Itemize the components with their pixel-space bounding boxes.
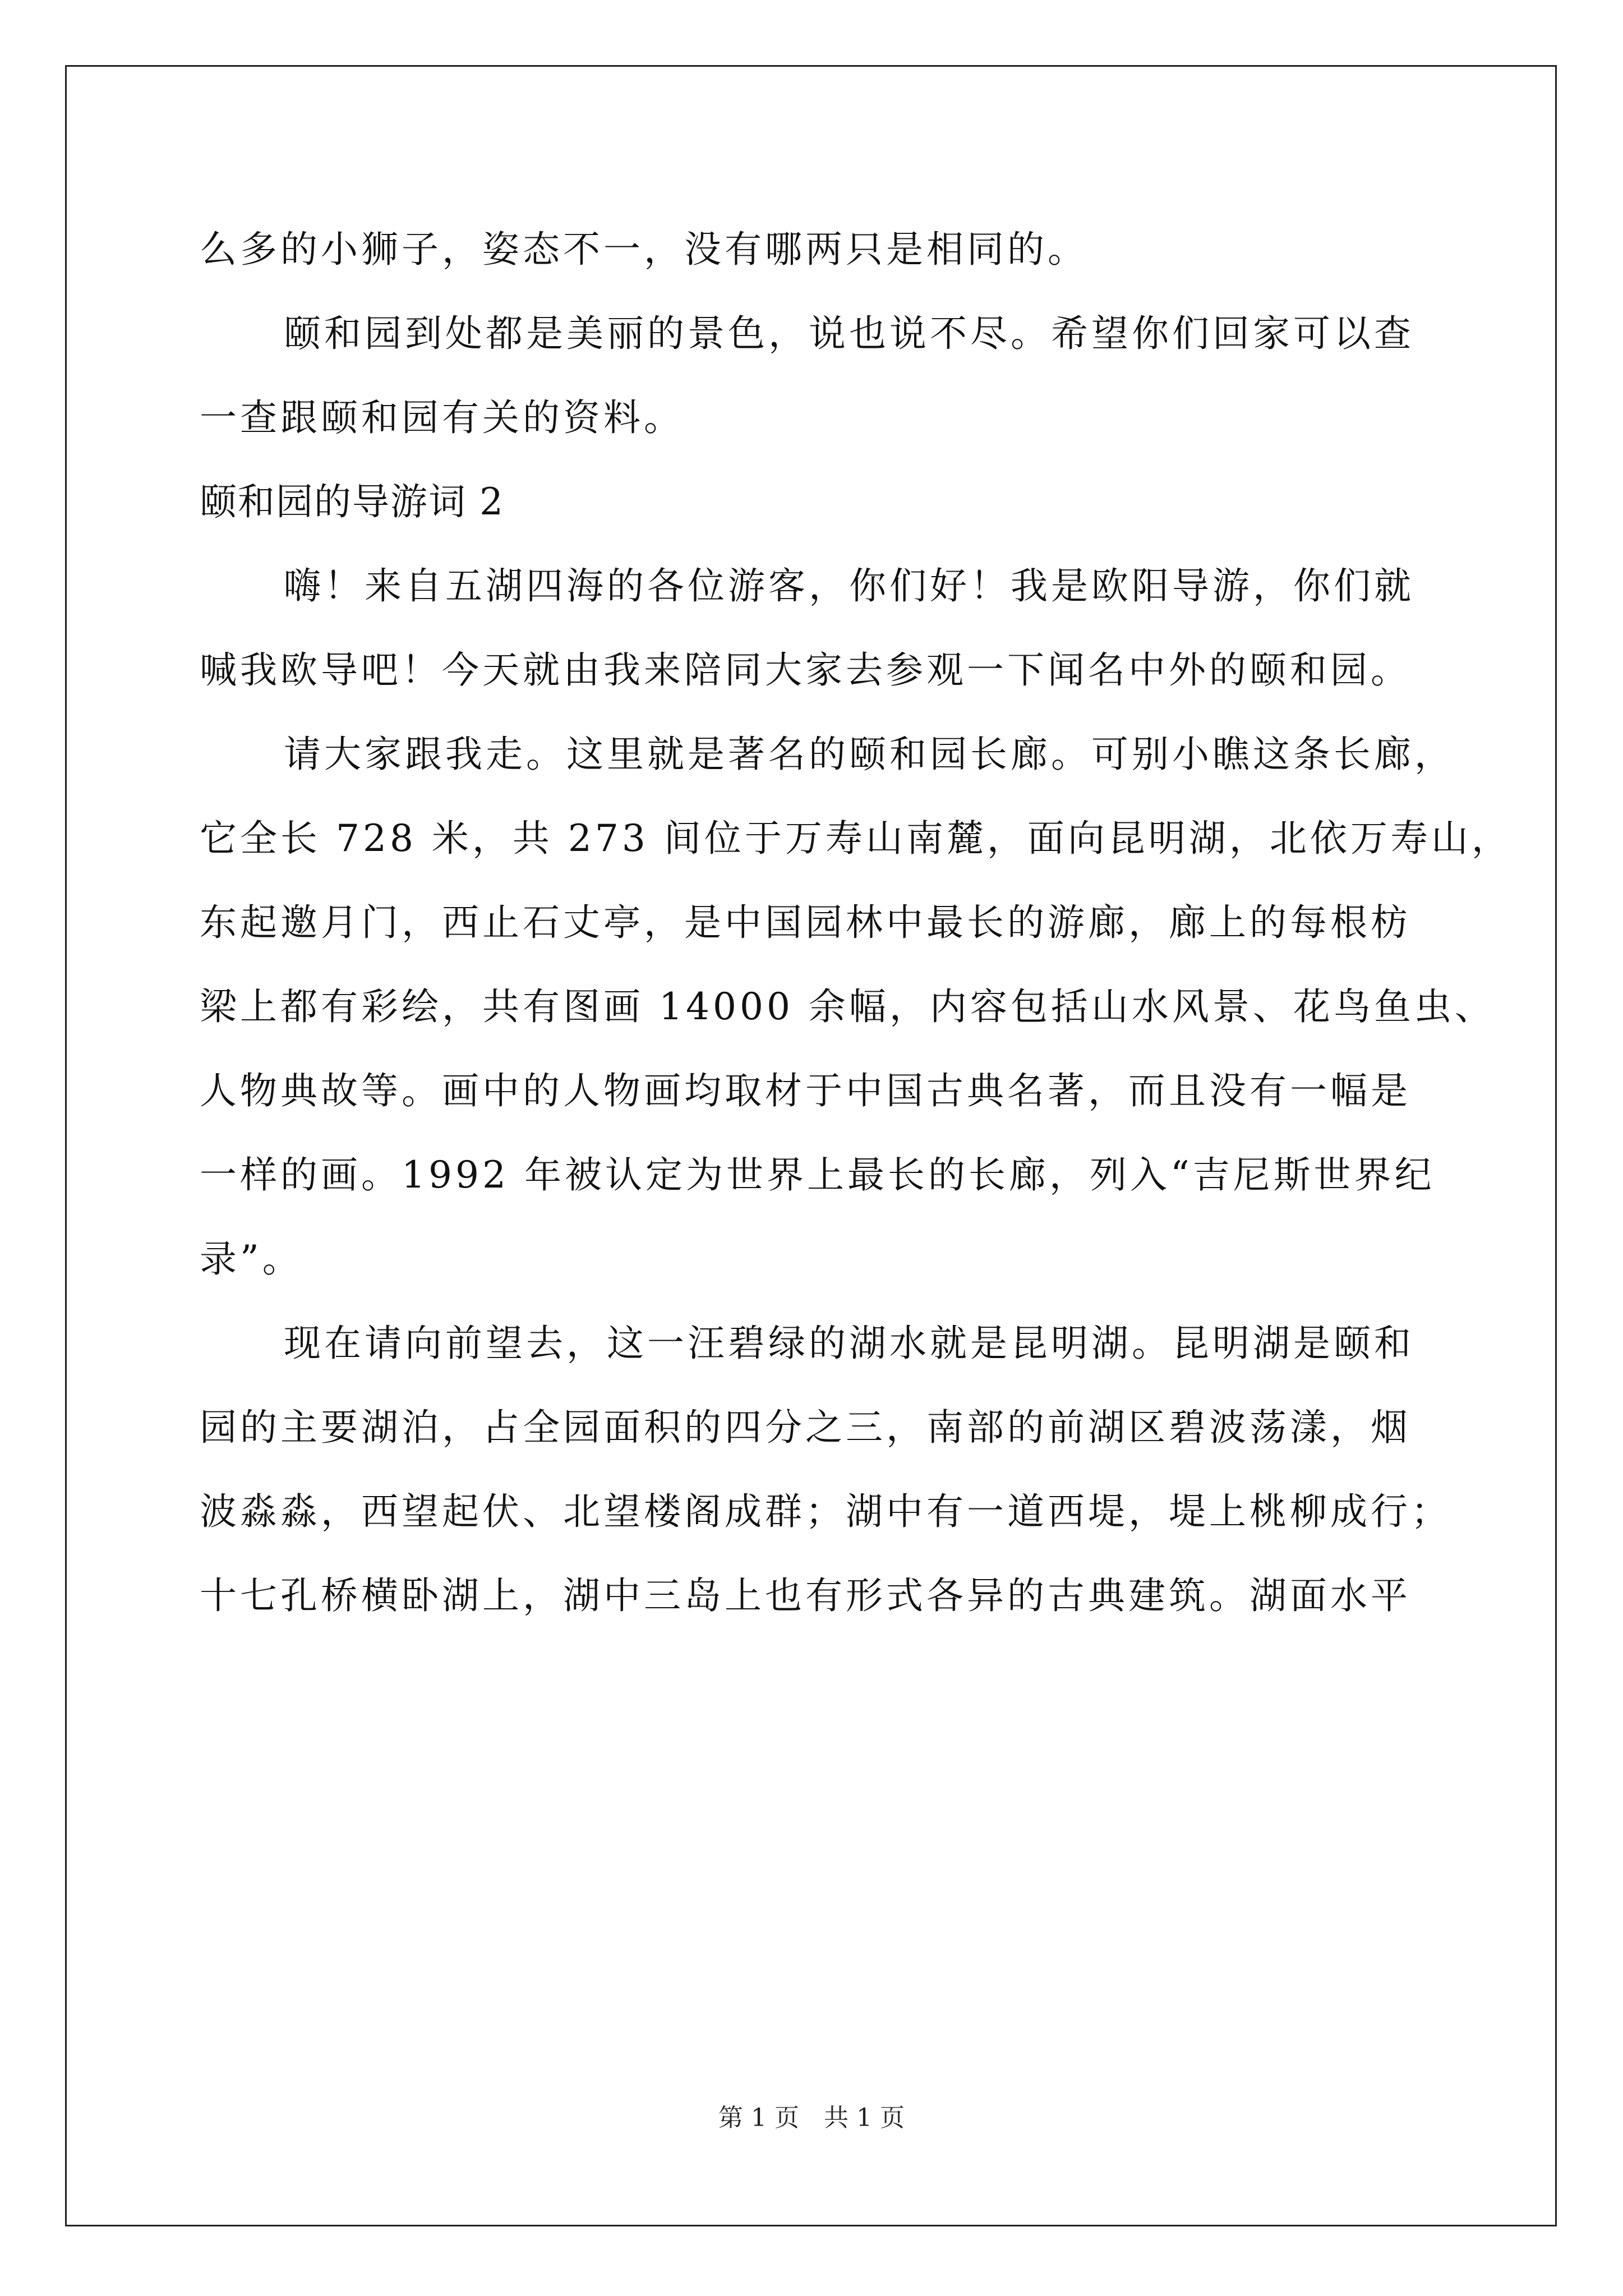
text-line: 一样的画。1992 年被认定为世界上最长的长廊，列入“吉尼斯世界纪	[200, 1153, 1435, 1197]
text-line: 么多的小狮子，姿态不一，没有哪两只是相同的。	[200, 228, 1088, 271]
paragraph-start-line: 嗨！来自五湖四海的各位游客，你们好！我是欧阳导游，你们就	[284, 564, 1414, 608]
text-line: 波淼淼，西望起伏、北望楼阁成群；湖中有一道西堤，堤上桃柳成行；	[200, 1490, 1451, 1533]
section-heading: 颐和园的导游词 2	[200, 480, 504, 523]
text-line: 梁上都有彩绘，共有图画 14000 余幅，内容包括山水风景、花鸟鱼虫、	[200, 985, 1495, 1028]
text-line: 东起邀月门，西止石丈亭，是中国园林中最长的游廊，廊上的每根枋	[200, 901, 1411, 944]
text-line: 十七孔桥横卧湖上，湖中三岛上也有形式各异的古典建筑。湖面水平	[200, 1574, 1411, 1617]
paragraph-start-line: 颐和园到处都是美丽的景色，说也说不尽。希望你们回家可以查	[284, 312, 1414, 355]
text-line: 它全长 728 米，共 273 间位于万寿山南麓，面向昆明湖，北依万寿山，	[200, 817, 1512, 860]
text-line: 一查跟颐和园有关的资料。	[200, 396, 684, 439]
text-line: 园的主要湖泊，占全园面积的四分之三，南部的前湖区碧波荡漾，烟	[200, 1406, 1411, 1449]
text-line: 录”。	[200, 1237, 303, 1281]
paragraph-start-line: 现在请向前望去，这一汪碧绿的湖水就是昆明湖。昆明湖是颐和	[284, 1322, 1414, 1365]
text-line: 喊我欧导吧！今天就由我来陪同大家去参观一下闻名中外的颐和园。	[200, 648, 1411, 692]
document-body	[200, 208, 1512, 1638]
text-line: 人物典故等。画中的人物画均取材于中国古典名著，而且没有一幅是	[200, 1069, 1411, 1112]
page-footer: 第 1 页 共 1 页	[718, 2104, 905, 2132]
paragraph-start-line: 请大家跟我走。这里就是著名的颐和园长廊。可别小瞧这条长廊，	[284, 733, 1455, 776]
